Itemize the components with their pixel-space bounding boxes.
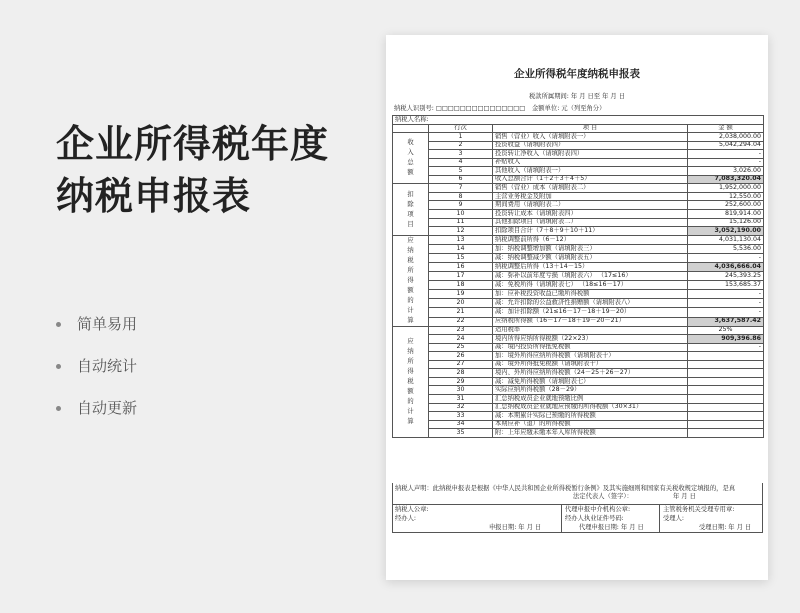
agent-seal: 代理申报中介机构公章:	[565, 506, 631, 513]
table-row	[393, 244, 764, 253]
row-amount	[688, 403, 764, 412]
row-number: 15	[429, 253, 493, 262]
row-amount: 5,536.00	[688, 244, 764, 253]
row-amount: 25%	[688, 326, 764, 335]
row-number: 22	[429, 317, 493, 326]
row-amount: -	[688, 150, 764, 159]
table-row	[393, 352, 764, 361]
table-row	[393, 386, 764, 395]
table-row	[393, 235, 764, 244]
row-number: 27	[429, 360, 493, 369]
row-amount	[688, 429, 764, 438]
row-item: 主营业务税金及附加	[493, 192, 688, 201]
row-item: 减：弥补以前年度亏损（填附表六） （17≤16）	[493, 272, 688, 281]
feature-label: 自动统计	[77, 357, 138, 375]
row-item: 汇总纳税成员企业就地应预缴的所得税额（30×31）	[493, 403, 688, 412]
row-amount	[688, 395, 764, 404]
row-number: 16	[429, 262, 493, 271]
declaration-text: 纳税人声明：此纳税申报表是根据《中华人民共和国企业所得税暂行条例》及其实施细则和国家有关税收规定填报的，是真	[395, 485, 736, 492]
row-amount	[688, 352, 764, 361]
table-row	[393, 420, 764, 429]
taxpayer-name-label: 纳税人名称:	[393, 116, 764, 125]
agent-cert-label: 经办人执业证件号码:	[565, 515, 624, 522]
feature-item	[56, 354, 137, 396]
row-amount: -	[688, 253, 764, 262]
category-label: 应 纳 所 得 税 额 的 计 算	[393, 326, 429, 437]
table-row	[393, 412, 764, 421]
row-number: 19	[429, 290, 493, 299]
table-header-row	[393, 124, 764, 133]
table-row	[393, 253, 764, 262]
row-item: 其他扣除项目（请填附表二）	[493, 218, 688, 227]
row-amount: -	[688, 290, 764, 299]
row-item: 纳税调整后所得（13＋14－15）	[493, 262, 688, 271]
row-item: 扣除项目合计（7＋8＋9＋10＋11）	[493, 227, 688, 236]
tax-period: 税款所属期间: 年 月 日至 年 月 日	[529, 93, 625, 100]
row-amount: -	[688, 299, 764, 308]
filing-date: 申报日期: 年 月 日	[489, 524, 542, 531]
table-row	[393, 377, 764, 386]
row-item: 适用税率	[493, 326, 688, 335]
row-number: 26	[429, 352, 493, 361]
table-row	[393, 227, 764, 236]
handler-label: 经办人:	[395, 515, 417, 522]
accept-date: 受理日期: 年 月 日	[699, 524, 752, 531]
row-item: 期间费用（请填附表二）	[493, 201, 688, 210]
feature-item	[56, 312, 137, 354]
table-row	[393, 141, 764, 150]
row-number: 11	[429, 218, 493, 227]
row-item: 补贴收入	[493, 158, 688, 167]
row-amount: 245,393.25	[688, 272, 764, 281]
row-amount	[688, 360, 764, 369]
row-number: 14	[429, 244, 493, 253]
row-item: 纳税调整前所得（6－12）	[493, 235, 688, 244]
tax-form-sheet	[386, 35, 768, 580]
declaration-date: 年 月 日	[673, 493, 696, 500]
table-row	[393, 395, 764, 404]
row-item: 减：减免所得税额（请填附表七）	[493, 377, 688, 386]
row-number: 9	[429, 201, 493, 210]
table-row	[393, 343, 764, 352]
row-number: 13	[429, 235, 493, 244]
table-row	[393, 299, 764, 308]
row-amount	[688, 420, 764, 429]
row-amount: 5,042,294.04	[688, 141, 764, 150]
table-row	[393, 150, 764, 159]
row-number: 21	[429, 308, 493, 317]
row-item: 收入总额合计（1＋2＋3＋4＋5）	[493, 175, 688, 184]
table-row	[393, 290, 764, 299]
table-row	[393, 133, 764, 142]
row-number: 35	[429, 429, 493, 438]
row-amount: 4,031,130.04	[688, 235, 764, 244]
row-number: 12	[429, 227, 493, 236]
row-item: 销售（营业）成本（请填附表二）	[493, 184, 688, 193]
row-amount: 2,038,000.00	[688, 133, 764, 142]
table-row	[393, 175, 764, 184]
table-row	[393, 403, 764, 412]
row-number: 25	[429, 343, 493, 352]
declaration-block	[392, 483, 763, 533]
row-number: 4	[429, 158, 493, 167]
agent-filing-date: 代理申报日期: 年 月 日	[579, 524, 644, 531]
row-item: 实际应纳所得税额（28－29）	[493, 386, 688, 395]
row-item: 减：境外所得抵免税额（请填附表十）	[493, 360, 688, 369]
row-amount: 819,914.00	[688, 210, 764, 219]
row-item: 销售（营业）收入（请填附表一）	[493, 133, 688, 142]
tax-form-table	[392, 115, 764, 438]
table-row	[393, 335, 764, 344]
row-number: 29	[429, 377, 493, 386]
row-item: 汇总纳税成员企业就地预缴比例	[493, 395, 688, 404]
feature-item	[56, 396, 137, 438]
row-item: 加：境外所得应纳所得税额（请填附表十）	[493, 352, 688, 361]
row-amount: -	[688, 343, 764, 352]
category-label: 扣 除 项 目	[393, 184, 429, 235]
row-item: 其他收入（请填附表一）	[493, 167, 688, 176]
row-amount: 909,396.86	[688, 335, 764, 344]
amount-unit: 金额单位: 元（列至角分）	[532, 105, 606, 112]
row-number: 3	[429, 150, 493, 159]
row-number: 20	[429, 299, 493, 308]
table-row	[393, 192, 764, 201]
row-amount: 7,083,320.04	[688, 175, 764, 184]
authority-seal: 主管税务机关受理专用章:	[663, 506, 735, 513]
row-number: 33	[429, 412, 493, 421]
row-number: 6	[429, 175, 493, 184]
row-number: 18	[429, 281, 493, 290]
row-item: 投资转让成本（请填附表四）	[493, 210, 688, 219]
row-item: 附：上年应缴未缴本年入库所得税额	[493, 429, 688, 438]
row-item: 应纳税所得额（16－17－18＋19－20－21）	[493, 317, 688, 326]
row-item: 境内所得应纳所得税额（22×23）	[493, 335, 688, 344]
header-amount: 金 额	[688, 124, 764, 133]
hero-title	[56, 118, 329, 222]
row-number: 28	[429, 369, 493, 378]
row-item: 本期应补（退）的所得税额	[493, 420, 688, 429]
row-item: 投资转让净收入（请填附表四）	[493, 150, 688, 159]
row-number: 24	[429, 335, 493, 344]
row-number: 34	[429, 420, 493, 429]
row-amount	[688, 386, 764, 395]
row-item: 减：免税所得（请填附表七） （18≤16－17）	[493, 281, 688, 290]
row-amount: 3,637,587.42	[688, 317, 764, 326]
row-amount: 3,052,190.00	[688, 227, 764, 236]
row-amount	[688, 412, 764, 421]
table-row	[393, 369, 764, 378]
category-label: 应 纳 税 所 得 额 的 计 算	[393, 235, 429, 326]
row-number: 7	[429, 184, 493, 193]
table-row	[393, 308, 764, 317]
bullet-icon	[56, 364, 61, 369]
row-number: 5	[429, 167, 493, 176]
row-number: 17	[429, 272, 493, 281]
row-amount: -	[688, 308, 764, 317]
row-number: 32	[429, 403, 493, 412]
row-amount	[688, 377, 764, 386]
header-blank	[393, 124, 429, 133]
row-amount: 1,952,000.00	[688, 184, 764, 193]
table-row	[393, 210, 764, 219]
header-row-no: 行次	[429, 124, 493, 133]
form-title: 企业所得税年度纳税申报表	[514, 68, 640, 80]
row-number: 31	[429, 395, 493, 404]
row-amount: 4,036,666.04	[688, 262, 764, 271]
table-row	[393, 158, 764, 167]
bullet-icon	[56, 322, 61, 327]
table-row	[393, 167, 764, 176]
table-row	[393, 272, 764, 281]
feature-label: 简单易用	[77, 315, 138, 333]
row-amount: 252,600.00	[688, 201, 764, 210]
row-amount: -	[688, 158, 764, 167]
receiver-label: 受理人:	[663, 515, 685, 522]
legal-rep-signature: 法定代表人（签字）：	[573, 493, 633, 500]
row-number: 1	[429, 133, 493, 142]
hero-title-line1: 企业所得税年度	[56, 122, 330, 166]
row-number: 30	[429, 386, 493, 395]
hero-title-line2: 纳税申报表	[56, 174, 252, 218]
feature-label: 自动更新	[77, 399, 138, 417]
row-item: 减：加计扣除额（21≤16－17－18＋19－20）	[493, 308, 688, 317]
row-number: 23	[429, 326, 493, 335]
taxpayer-name-row	[393, 116, 764, 125]
row-item: 减：纳税调整减少额（请填附表五）	[493, 253, 688, 262]
row-number: 2	[429, 141, 493, 150]
row-item: 加：应补税投资收益已缴所得税额	[493, 290, 688, 299]
category-label: 收 入 总 额	[393, 133, 429, 184]
table-row	[393, 326, 764, 335]
header-item: 项 目	[493, 124, 688, 133]
feature-list	[56, 312, 137, 438]
taxpayer-seal: 纳税人公章:	[395, 506, 429, 513]
row-item: 加：纳税调整增加额（请填附表三）	[493, 244, 688, 253]
row-amount: 15,126.00	[688, 218, 764, 227]
row-item: 投资收益（请填附表四）	[493, 141, 688, 150]
bullet-icon	[56, 406, 61, 411]
taxpayer-id: 纳税人识别号: □□□□□□□□□□□□□□□	[394, 105, 526, 112]
row-amount: 3,026.00	[688, 167, 764, 176]
row-amount: 12,550.00	[688, 192, 764, 201]
row-item: 减：本期累计实际已预缴的所得税额	[493, 412, 688, 421]
row-item: 减：允许扣除的公益救济性捐赠额（请填附表八）	[493, 299, 688, 308]
row-amount: 153,685.37	[688, 281, 764, 290]
row-item: 减：境内投资所得抵免税额	[493, 343, 688, 352]
row-amount	[688, 369, 764, 378]
row-number: 8	[429, 192, 493, 201]
table-row	[393, 317, 764, 326]
table-row	[393, 281, 764, 290]
row-item: 境内、外所得应纳所得税额（24－25＋26－27）	[493, 369, 688, 378]
table-row	[393, 429, 764, 438]
table-row	[393, 360, 764, 369]
table-row	[393, 201, 764, 210]
table-row	[393, 262, 764, 271]
table-row	[393, 184, 764, 193]
table-row	[393, 218, 764, 227]
row-number: 10	[429, 210, 493, 219]
